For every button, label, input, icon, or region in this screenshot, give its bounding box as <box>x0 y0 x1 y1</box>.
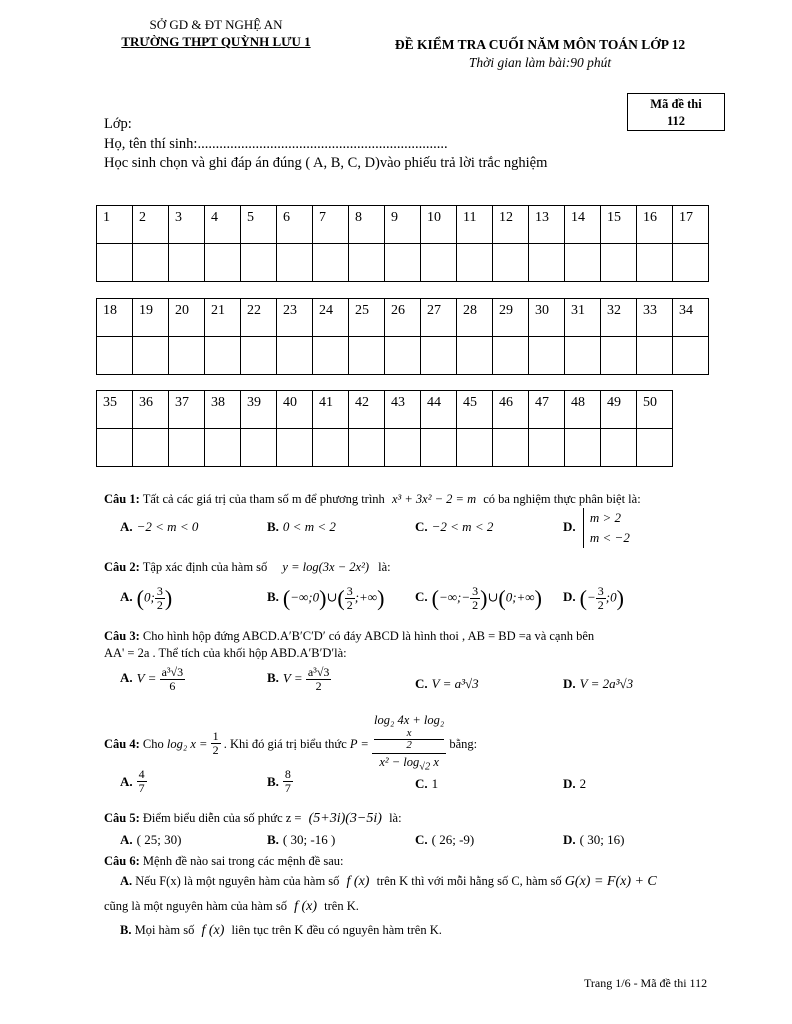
department-name: SỞ GD & ĐT NGHỆ AN <box>149 17 283 32</box>
answer-cell[interactable] <box>565 429 601 467</box>
question-number-cell: 1 <box>97 206 133 244</box>
answer-cell[interactable] <box>637 429 673 467</box>
question-number-cell: 15 <box>601 206 637 244</box>
q1-option-b-text: 0 < m < 2 <box>282 519 336 534</box>
q1-option-d-line1: m > 2 <box>589 510 622 525</box>
answer-cell[interactable] <box>313 337 349 375</box>
question-number-cell: 42 <box>349 391 385 429</box>
q5-option-c-text: ( 26; -9) <box>431 832 475 847</box>
question-1 <box>104 491 641 507</box>
answer-cell[interactable] <box>241 337 277 375</box>
answer-cell[interactable] <box>349 337 385 375</box>
q4-option-b[interactable]: B. $\frac{8}{7}$ <box>267 767 291 795</box>
name-label: Họ, tên thí sinh:..................................................................... <box>104 136 448 152</box>
answer-cell[interactable] <box>277 429 313 467</box>
answer-cell[interactable] <box>349 429 385 467</box>
answer-cell[interactable] <box>637 244 673 282</box>
answer-cell[interactable] <box>565 244 601 282</box>
question-number-cell: 14 <box>565 206 601 244</box>
question-number-cell: 39 <box>241 391 277 429</box>
exam-code-label: Mã đề thi <box>650 97 702 111</box>
question-number-cell: 34 <box>673 299 709 337</box>
question-4-label: Câu 4: <box>104 736 140 751</box>
question-number-cell: 38 <box>205 391 241 429</box>
q5-option-d[interactable]: D. ( 30; 16) <box>563 832 625 847</box>
answer-grid-2 <box>96 298 709 375</box>
q4-option-a-denominator: 7 <box>138 781 145 795</box>
question-number-cell: 31 <box>565 299 601 337</box>
q5-option-a-text: ( 25; 30) <box>136 832 182 847</box>
answer-cell[interactable] <box>349 244 385 282</box>
answer-cell[interactable] <box>169 337 205 375</box>
answer-cell[interactable] <box>241 429 277 467</box>
question-1-label: Câu 1: <box>104 492 140 506</box>
exam-code-box <box>627 93 725 131</box>
question-number-cell: 20 <box>169 299 205 337</box>
q4-option-c-text: 1 <box>431 776 439 791</box>
answer-cell[interactable] <box>493 337 529 375</box>
question-number-cell: 11 <box>457 206 493 244</box>
question-number-cell: 4 <box>205 206 241 244</box>
question-3-label: Câu 3: <box>104 629 140 643</box>
answer-cell[interactable] <box>601 429 637 467</box>
question-number-cell: 9 <box>385 206 421 244</box>
school-name: TRƯỜNG THPT QUỲNH LƯU 1 <box>121 34 311 49</box>
question-number-cell: 37 <box>169 391 205 429</box>
question-number-cell: 32 <box>601 299 637 337</box>
answer-cell[interactable] <box>421 244 457 282</box>
q1-option-a[interactable]: A. −2 < m < 0 <box>120 519 199 534</box>
q4-option-d[interactable]: D. 2 <box>563 776 587 791</box>
answer-cell[interactable] <box>421 429 457 467</box>
answer-cell[interactable] <box>133 244 169 282</box>
exam-title: ĐỀ KIỂM TRA CUỐI NĂM MÔN TOÁN LỚP 12 <box>394 37 686 52</box>
q3-option-a[interactable]: A. V = $\frac{\text{a³√3}}{6}$ <box>120 665 184 693</box>
question-3 <box>104 628 724 644</box>
question-number-cell: 28 <box>457 299 493 337</box>
answer-cell[interactable] <box>385 337 421 375</box>
question-number-cell: 47 <box>529 391 565 429</box>
q5-option-b-text: ( 30; -16 ) <box>282 832 336 847</box>
exam-time: Thời gian làm bài:90 phút <box>468 55 612 70</box>
answer-cell[interactable] <box>133 429 169 467</box>
answer-grid-3 <box>96 390 673 467</box>
question-4-tail: bằng: <box>449 736 478 751</box>
question-number-cell: 46 <box>493 391 529 429</box>
exam-code-value: 112 <box>666 114 686 128</box>
question-2-tail: là: <box>378 560 391 574</box>
answer-cell[interactable] <box>133 337 169 375</box>
q6-option-b-text: Mọi hàm số <box>134 923 195 937</box>
question-number-cell: 40 <box>277 391 313 429</box>
answer-cell[interactable] <box>385 244 421 282</box>
answer-cell[interactable] <box>421 337 457 375</box>
q1-option-b[interactable]: B. 0 < m < 2 <box>267 519 336 534</box>
question-number-cell: 50 <box>637 391 673 429</box>
q3-option-d[interactable]: D. V = 2a³√3 <box>563 676 634 691</box>
answer-cell[interactable] <box>277 244 313 282</box>
q6-option-a-line2-text: cũng là một nguyên hàm của hàm số <box>104 899 287 913</box>
answer-cell[interactable] <box>313 429 349 467</box>
question-number-cell: 17 <box>673 206 709 244</box>
q5-option-d-text: ( 30; 16) <box>579 832 625 847</box>
question-4-text: Cho <box>142 736 164 751</box>
answer-cell[interactable] <box>493 429 529 467</box>
class-label: Lớp: <box>104 116 132 132</box>
question-number-cell: 33 <box>637 299 673 337</box>
question-3-line2: AA' = 2a . Thể tích của khối hộp ABD.A′B′D′là: <box>104 646 347 660</box>
q6-option-a[interactable]: A. Nếu F(x) là một nguyên hàm của hàm số f (x) trên K thì với mỗi hằng số C, hàm số G(x) = F(x) + C <box>120 874 657 889</box>
q5-option-a[interactable]: A. ( 25; 30) <box>120 832 182 847</box>
question-number-cell: 35 <box>97 391 133 429</box>
answer-cell[interactable] <box>169 244 205 282</box>
question-number-cell: 26 <box>385 299 421 337</box>
answer-cell[interactable] <box>205 244 241 282</box>
answer-cell[interactable] <box>673 337 709 375</box>
question-number-cell: 25 <box>349 299 385 337</box>
instruction: Học sinh chọn và ghi đáp án đúng ( A, B, C, D)vào phiếu trả lời trắc nghiệm <box>104 155 548 171</box>
q1-option-c-text: −2 < m < 2 <box>431 519 494 534</box>
question-number-cell: 2 <box>133 206 169 244</box>
question-4: Câu 4: Cho log₂ x = $\frac{1}{2}$ . Khi đó giá trị biểu thức P = log₂ 4x + log₂ x 2 $x^2 - \log_{√2} x$ bằng: <box>104 713 478 773</box>
question-5-equation: (5+3i)(3−5i) <box>308 811 382 826</box>
question-number-cell: 16 <box>637 206 673 244</box>
question-5-label: Câu 5: <box>104 811 140 825</box>
question-number-cell: 36 <box>133 391 169 429</box>
q4-option-d-text: 2 <box>579 776 587 791</box>
q6-option-b-tail: liên tục trên K đều có nguyên hàm trên K. <box>231 923 442 937</box>
question-2-equation: y = log(3x − 2x²) <box>282 560 369 574</box>
question-1-tail: có ba nghiệm thực phân biệt là: <box>483 492 641 506</box>
q2-option-d[interactable]: D. (− $\frac{3}{2}$ ;0) <box>563 584 624 612</box>
question-number-cell: 21 <box>205 299 241 337</box>
answer-cell[interactable] <box>205 337 241 375</box>
question-number-cell: 3 <box>169 206 205 244</box>
question-number-cell: 5 <box>241 206 277 244</box>
answer-cell[interactable] <box>313 244 349 282</box>
question-number-cell: 19 <box>133 299 169 337</box>
q6-option-a-line2-fx: f (x) <box>294 899 318 914</box>
q6-option-a-line2 <box>104 898 359 915</box>
answer-cell[interactable] <box>97 429 133 467</box>
q1-option-d-brace <box>583 508 630 548</box>
q6-option-a-text: Nếu F(x) là một nguyên hàm của hàm số <box>135 874 340 888</box>
q3-option-c-text: V = a³√3 <box>431 676 479 691</box>
question-number-cell: 49 <box>601 391 637 429</box>
answer-cell[interactable] <box>673 244 709 282</box>
q2-option-c[interactable]: C. (−∞;− $\frac{3}{2}$ )∪(0;+∞) <box>415 584 542 612</box>
answer-cell[interactable] <box>529 244 565 282</box>
answer-cell[interactable] <box>97 337 133 375</box>
answer-cell[interactable] <box>637 337 673 375</box>
q4-option-c[interactable]: C. 1 <box>415 776 439 791</box>
q3-option-b[interactable]: B. V = $\frac{\text{a³√3}}{2}$ <box>267 665 330 693</box>
question-2-text: Tập xác định của hàm số <box>142 560 268 574</box>
header-right <box>360 36 720 72</box>
question-number-cell: 45 <box>457 391 493 429</box>
question-number-cell: 27 <box>421 299 457 337</box>
q4-option-a-numerator: 4 <box>138 767 145 781</box>
question-number-cell: 30 <box>529 299 565 337</box>
answer-cell[interactable] <box>601 337 637 375</box>
q6-option-b[interactable]: B. Mọi hàm số f (x) liên tục trên K đều có nguyên hàm trên K. <box>120 923 442 938</box>
header-left <box>96 16 336 50</box>
q2-option-b[interactable]: B. (−∞;0)∪( $\frac{3}{2}$ ;+∞) <box>267 584 385 612</box>
question-number-cell: 6 <box>277 206 313 244</box>
question-6-label: Câu 6: <box>104 854 140 868</box>
q6-option-a-fx: f (x) <box>346 874 370 889</box>
question-number-cell: 23 <box>277 299 313 337</box>
question-5-tail: là: <box>389 811 402 825</box>
question-2-label: Câu 2: <box>104 560 140 574</box>
q1-option-a-text: −2 < m < 0 <box>136 519 199 534</box>
question-5 <box>104 810 402 827</box>
q4-option-b-numerator: 8 <box>284 767 291 781</box>
answer-cell[interactable] <box>97 244 133 282</box>
q5-option-b[interactable]: B. ( 30; -16 ) <box>267 832 336 847</box>
q6-option-a-mid: trên K thì với mỗi hằng số C, hàm số <box>376 874 562 888</box>
question-number-cell: 22 <box>241 299 277 337</box>
q3-option-c[interactable]: C. V = a³√3 <box>415 676 479 691</box>
question-1-text: Tất cả các giá trị của tham số m để phương trình <box>142 492 385 506</box>
answer-cell[interactable] <box>385 429 421 467</box>
q1-option-d[interactable]: D. m > 2 m < −2 <box>563 508 630 548</box>
q1-option-c[interactable]: C. −2 < m < 2 <box>415 519 494 534</box>
answer-cell[interactable] <box>169 429 205 467</box>
question-6 <box>104 853 344 869</box>
question-1-equation: x³ + 3x² − 2 = m <box>391 492 477 506</box>
answer-grid-1 <box>96 205 709 282</box>
answer-cell[interactable] <box>457 337 493 375</box>
q3-option-d-text: V = 2a³√3 <box>579 676 634 691</box>
q4-option-a[interactable]: A. $\frac{4}{7}$ <box>120 767 145 795</box>
q5-option-c[interactable]: C. ( 26; -9) <box>415 832 475 847</box>
answer-cell[interactable] <box>529 429 565 467</box>
answer-cell[interactable] <box>529 337 565 375</box>
question-number-cell: 29 <box>493 299 529 337</box>
q6-option-a-equation: G(x) = F(x) + C <box>564 874 657 889</box>
question-number-cell: 13 <box>529 206 565 244</box>
q4-option-b-denominator: 7 <box>284 781 291 795</box>
q1-option-d-line2: m < −2 <box>589 530 630 545</box>
q6-option-a-line2-tail: trên K. <box>324 899 359 913</box>
question-number-cell: 41 <box>313 391 349 429</box>
answer-cell[interactable] <box>277 337 313 375</box>
question-number-cell: 44 <box>421 391 457 429</box>
answer-cell[interactable] <box>601 244 637 282</box>
page-footer: Trang 1/6 - Mã đề thi 112 <box>584 976 708 990</box>
question-number-cell: 43 <box>385 391 421 429</box>
question-6-text: Mệnh đề nào sai trong các mệnh đề sau: <box>142 854 344 868</box>
question-number-cell: 8 <box>349 206 385 244</box>
question-5-text: Điểm biểu diễn của số phức z = <box>142 811 302 825</box>
question-number-cell: 24 <box>313 299 349 337</box>
question-number-cell: 48 <box>565 391 601 429</box>
answer-cell[interactable] <box>457 244 493 282</box>
question-3-text: Cho hình hộp đứng ABCD.A′B′C′D′ có đáy ABCD là hình thoi , AB = BD =a và cạnh bên <box>142 629 595 643</box>
q2-option-a[interactable]: A. (0; $\frac{3}{2}$ ) <box>120 584 173 612</box>
answer-cell[interactable] <box>241 244 277 282</box>
question-number-cell: 12 <box>493 206 529 244</box>
answer-cell[interactable] <box>565 337 601 375</box>
question-number-cell: 10 <box>421 206 457 244</box>
answer-cell[interactable] <box>457 429 493 467</box>
answer-cell[interactable] <box>493 244 529 282</box>
q6-option-b-fx: f (x) <box>201 923 225 938</box>
question-number-cell: 7 <box>313 206 349 244</box>
question-2 <box>104 559 391 575</box>
question-number-cell: 18 <box>97 299 133 337</box>
answer-cell[interactable] <box>205 429 241 467</box>
